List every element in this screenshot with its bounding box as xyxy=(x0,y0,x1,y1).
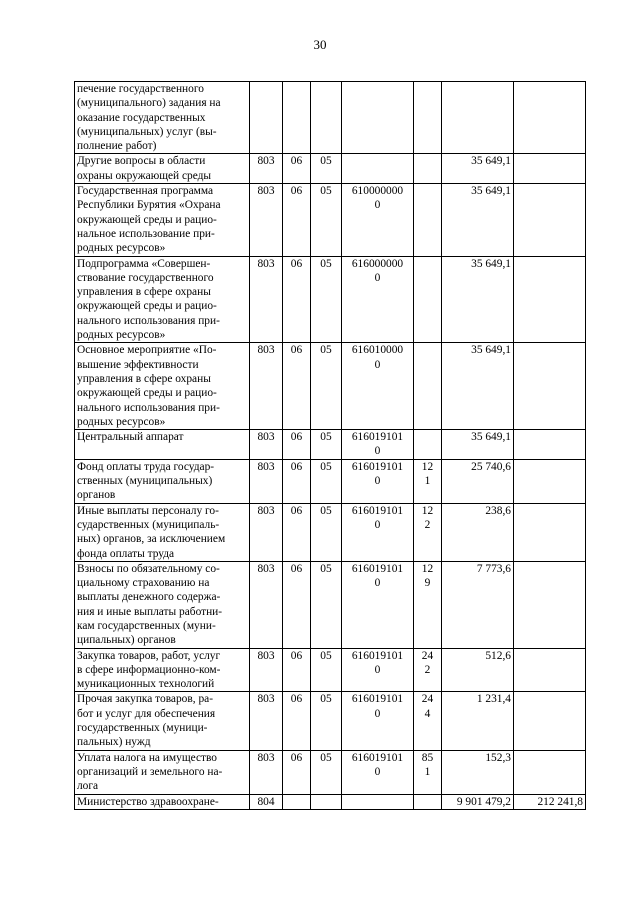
cell-target-code-line: 616019101 xyxy=(351,751,404,764)
cell-name xyxy=(75,343,250,430)
cell-amount: 35 649,1 xyxy=(442,154,514,184)
cell-subsection xyxy=(311,82,342,154)
cell-expense-type-line: 2 xyxy=(424,663,431,676)
cell-section: 06 xyxy=(283,343,311,430)
cell-target-code-line: 616010000 xyxy=(351,344,404,357)
table-row xyxy=(75,82,586,154)
cell-grbs: 803 xyxy=(250,154,283,184)
cell-target-code-line: 0 xyxy=(374,199,381,212)
cell-expense-type-line: 24 xyxy=(421,693,434,706)
cell-expense-type xyxy=(414,154,442,184)
cell-name-line: печение государственного xyxy=(77,83,204,95)
cell-subsection: 05 xyxy=(311,256,342,343)
cell-name-line: ственных (муниципальных) xyxy=(77,475,213,488)
cell-amount: 35 649,1 xyxy=(442,256,514,343)
cell-target-code xyxy=(342,503,414,561)
cell-target-code-line: 0 xyxy=(374,445,381,458)
cell-name xyxy=(75,82,250,154)
cell-section: 06 xyxy=(283,503,311,561)
cell-expense-type xyxy=(414,561,442,648)
cell-target-code-line: 616019101 xyxy=(351,504,404,517)
cell-name-line: кам государственных (муни- xyxy=(77,619,216,632)
cell-name-line: оказание государственных xyxy=(77,111,206,124)
budget-table xyxy=(74,81,586,810)
cell-target-code xyxy=(342,82,414,154)
cell-target-code-line: 0 xyxy=(374,475,381,488)
cell-amount-subvention xyxy=(514,184,586,256)
cell-grbs: 803 xyxy=(250,692,283,750)
cell-amount: 152,3 xyxy=(442,750,514,794)
cell-name-line: Взносы по обязательному со- xyxy=(77,562,220,575)
cell-expense-type xyxy=(414,750,442,794)
cell-amount xyxy=(442,82,514,154)
cell-target-code xyxy=(342,692,414,750)
cell-grbs: 803 xyxy=(250,561,283,648)
cell-target-code xyxy=(342,459,414,503)
cell-amount-subvention xyxy=(514,154,586,184)
cell-grbs: 803 xyxy=(250,256,283,343)
cell-amount: 512,6 xyxy=(442,648,514,692)
cell-amount: 1 231,4 xyxy=(442,692,514,750)
cell-name-line: ствование государственного xyxy=(77,271,214,284)
cell-target-code-line: 616019101 xyxy=(351,693,404,706)
cell-target-code xyxy=(342,154,414,184)
cell-section xyxy=(283,82,311,154)
table-row xyxy=(75,648,586,692)
cell-target-code xyxy=(342,750,414,794)
cell-expense-type-line: 4 xyxy=(424,707,431,720)
cell-name-line: родных ресурсов» xyxy=(77,242,166,255)
cell-name-line: Закупка товаров, работ, услуг xyxy=(77,649,221,662)
cell-amount: 35 649,1 xyxy=(442,430,514,460)
cell-expense-type xyxy=(414,430,442,460)
cell-target-code-line: 616019101 xyxy=(351,460,404,473)
cell-name-line: фонда оплаты труда xyxy=(77,547,175,560)
cell-target-code xyxy=(342,430,414,460)
cell-section: 06 xyxy=(283,256,311,343)
cell-amount-subvention xyxy=(514,82,586,154)
cell-expense-type-line: 85 xyxy=(421,751,434,764)
cell-grbs: 803 xyxy=(250,459,283,503)
cell-target-code xyxy=(342,648,414,692)
cell-name-line: Подпрограмма «Совершен- xyxy=(77,257,211,270)
cell-name-line: (муниципальных) услуг (вы- xyxy=(77,125,217,138)
table-row xyxy=(75,184,586,256)
cell-subsection: 05 xyxy=(311,750,342,794)
table-row xyxy=(75,154,586,184)
cell-name-line: Министерство здравоохране- xyxy=(77,795,219,808)
cell-name-line: (муниципального) задания на xyxy=(77,97,221,110)
cell-target-code-line: 0 xyxy=(374,663,381,676)
cell-expense-type-line: 2 xyxy=(424,518,431,531)
table-row xyxy=(75,692,586,750)
cell-target-code-line: 616019101 xyxy=(351,431,404,444)
cell-amount-subvention xyxy=(514,692,586,750)
cell-expense-type-line: 12 xyxy=(421,562,434,575)
cell-name-line: родных ресурсов» xyxy=(77,415,166,428)
cell-expense-type xyxy=(414,503,442,561)
cell-name-line: Другие вопросы в области xyxy=(77,155,206,168)
cell-name-line: нального использования при- xyxy=(77,401,220,414)
cell-amount: 25 740,6 xyxy=(442,459,514,503)
cell-name xyxy=(75,750,250,794)
cell-target-code-line: 0 xyxy=(374,271,381,284)
cell-target-code-line: 0 xyxy=(374,358,381,371)
cell-name xyxy=(75,430,250,460)
cell-name-line: ных) органов, за исключением xyxy=(77,533,226,546)
cell-expense-type xyxy=(414,692,442,750)
cell-amount: 7 773,6 xyxy=(442,561,514,648)
cell-expense-type-line: 24 xyxy=(421,649,434,662)
table-row xyxy=(75,430,586,460)
cell-grbs: 803 xyxy=(250,648,283,692)
cell-name-line: пальных) нужд xyxy=(77,736,151,749)
cell-name-line: окружающей среды и рацио- xyxy=(77,300,217,313)
cell-name-line: в сфере информационно-ком- xyxy=(77,663,221,676)
cell-name-line: Прочая закупка товаров, ра- xyxy=(77,693,213,706)
cell-section: 06 xyxy=(283,750,311,794)
cell-name-line: государственных (муници- xyxy=(77,722,208,735)
cell-subsection: 05 xyxy=(311,692,342,750)
cell-amount: 35 649,1 xyxy=(442,343,514,430)
cell-name-line: нального использования при- xyxy=(77,314,220,327)
cell-expense-type xyxy=(414,256,442,343)
cell-name-line: выплаты денежного содержа- xyxy=(77,591,221,604)
cell-name-line: управления в сфере охраны xyxy=(77,286,211,299)
cell-name-line: Фонд оплаты труда государ- xyxy=(77,460,215,473)
cell-target-code-line: 0 xyxy=(374,707,381,720)
cell-name-line: Республики Бурятия «Охрана xyxy=(77,199,221,212)
cell-amount-subvention xyxy=(514,648,586,692)
cell-target-code-line: 616000000 xyxy=(351,257,404,270)
cell-name-line: нальное использование при- xyxy=(77,227,215,240)
cell-name-line: ципальных) органов xyxy=(77,634,176,647)
cell-name-line: полнение работ) xyxy=(77,140,157,153)
table-row xyxy=(75,256,586,343)
cell-amount-subvention xyxy=(514,256,586,343)
cell-name xyxy=(75,503,250,561)
cell-name-line: муникационных технологий xyxy=(77,678,215,691)
page-number: 30 xyxy=(313,37,327,52)
cell-amount-subvention xyxy=(514,343,586,430)
cell-name-line: Государственная программа xyxy=(77,185,214,198)
cell-target-code-line: 0 xyxy=(374,518,381,531)
cell-grbs: 803 xyxy=(250,503,283,561)
table-row xyxy=(75,794,586,809)
cell-name-line: окружающей среды и рацио- xyxy=(77,387,217,400)
cell-name xyxy=(75,154,250,184)
cell-target-code-line: 610000000 xyxy=(351,185,404,198)
cell-grbs: 803 xyxy=(250,184,283,256)
cell-name xyxy=(75,561,250,648)
cell-name xyxy=(75,184,250,256)
cell-name xyxy=(75,256,250,343)
cell-name-line: циальному страхованию на xyxy=(77,577,210,590)
cell-expense-type xyxy=(414,648,442,692)
cell-amount-subvention xyxy=(514,503,586,561)
cell-name-line: ния и иные выплаты работни- xyxy=(77,605,223,618)
cell-target-code-line: 616019101 xyxy=(351,562,404,575)
cell-section: 06 xyxy=(283,648,311,692)
cell-target-code-line: 0 xyxy=(374,765,381,778)
cell-name-line: Уплата налога на имущество xyxy=(77,751,217,764)
cell-section: 06 xyxy=(283,561,311,648)
cell-amount-subvention: 212 241,8 xyxy=(514,794,586,809)
cell-section: 06 xyxy=(283,184,311,256)
cell-amount-subvention xyxy=(514,430,586,460)
table-row xyxy=(75,750,586,794)
cell-grbs: 804 xyxy=(250,794,283,809)
cell-subsection: 05 xyxy=(311,430,342,460)
cell-expense-type-line: 12 xyxy=(421,504,434,517)
cell-amount-subvention xyxy=(514,459,586,503)
cell-target-code xyxy=(342,561,414,648)
cell-name xyxy=(75,648,250,692)
cell-target-code-line: 616019101 xyxy=(351,649,404,662)
cell-subsection: 05 xyxy=(311,503,342,561)
cell-target-code xyxy=(342,256,414,343)
cell-name-line: Центральный аппарат xyxy=(77,431,184,444)
cell-subsection: 05 xyxy=(311,561,342,648)
cell-expense-type xyxy=(414,794,442,809)
cell-target-code xyxy=(342,184,414,256)
cell-section: 06 xyxy=(283,459,311,503)
cell-name-line: Основное мероприятие «По- xyxy=(77,344,217,357)
cell-name-line: охраны окружающей среды xyxy=(77,169,212,182)
table-row xyxy=(75,503,586,561)
cell-expense-type xyxy=(414,82,442,154)
cell-expense-type-line: 1 xyxy=(424,765,431,778)
cell-target-code xyxy=(342,794,414,809)
cell-name-line: родных ресурсов» xyxy=(77,329,166,342)
cell-target-code-line: 0 xyxy=(374,577,381,590)
cell-name-line: организаций и земельного на- xyxy=(77,765,223,778)
cell-amount: 9 901 479,2 xyxy=(442,794,514,809)
cell-section: 06 xyxy=(283,430,311,460)
cell-expense-type-line: 9 xyxy=(424,577,431,590)
cell-section: 06 xyxy=(283,154,311,184)
budget-table-body xyxy=(75,82,586,810)
cell-section: 06 xyxy=(283,692,311,750)
cell-amount: 35 649,1 xyxy=(442,184,514,256)
cell-subsection: 05 xyxy=(311,648,342,692)
cell-name-line: Иные выплаты персоналу го- xyxy=(77,504,219,517)
cell-target-code xyxy=(342,343,414,430)
cell-expense-type xyxy=(414,343,442,430)
cell-amount-subvention xyxy=(514,561,586,648)
table-row xyxy=(75,343,586,430)
cell-subsection: 05 xyxy=(311,459,342,503)
cell-name xyxy=(75,459,250,503)
cell-grbs: 803 xyxy=(250,750,283,794)
cell-expense-type-line: 1 xyxy=(424,475,431,488)
cell-grbs: 803 xyxy=(250,343,283,430)
cell-name-line: окружающей среды и рацио- xyxy=(77,213,217,226)
cell-name-line: сударственных (муниципаль- xyxy=(77,518,220,531)
cell-name-line: управления в сфере охраны xyxy=(77,372,211,385)
cell-name xyxy=(75,794,250,809)
cell-amount-subvention xyxy=(514,750,586,794)
cell-amount: 238,6 xyxy=(442,503,514,561)
cell-name-line: органов xyxy=(77,489,116,502)
cell-subsection xyxy=(311,794,342,809)
cell-grbs xyxy=(250,82,283,154)
table-row xyxy=(75,459,586,503)
cell-name-line: вышение эффективности xyxy=(77,358,199,371)
cell-name-line: лога xyxy=(77,780,99,793)
cell-name-line: бот и услуг для обеспечения xyxy=(77,707,216,720)
cell-subsection: 05 xyxy=(311,154,342,184)
cell-name xyxy=(75,692,250,750)
cell-expense-type xyxy=(414,459,442,503)
cell-section xyxy=(283,794,311,809)
cell-grbs: 803 xyxy=(250,430,283,460)
cell-subsection: 05 xyxy=(311,343,342,430)
table-row xyxy=(75,561,586,648)
cell-subsection: 05 xyxy=(311,184,342,256)
cell-expense-type-line: 12 xyxy=(421,460,434,473)
cell-expense-type xyxy=(414,184,442,256)
